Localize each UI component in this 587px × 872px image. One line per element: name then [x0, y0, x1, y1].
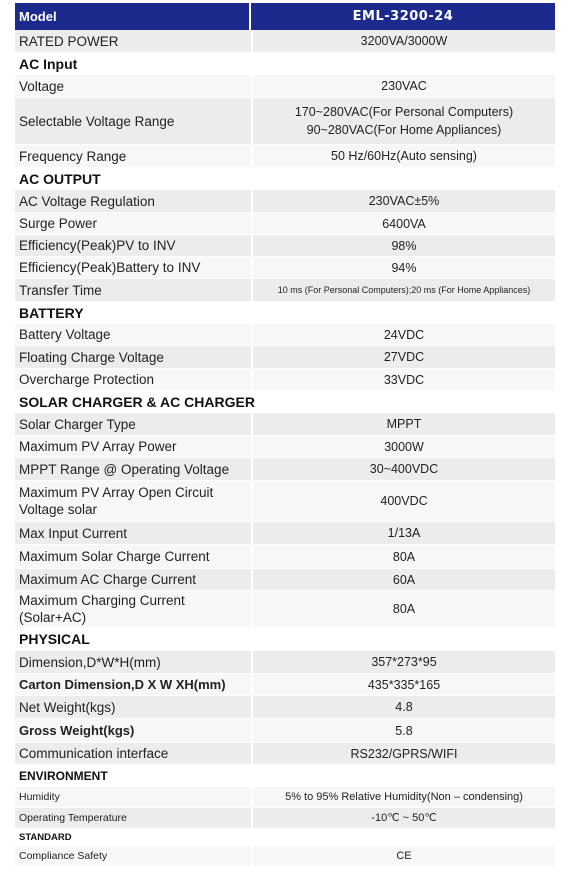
spec-value: RS232/GPRS/WIFI: [350, 746, 458, 761]
spec-value: -10℃ ~ 50℃: [371, 812, 437, 824]
spec-label-cell: [15, 75, 251, 97]
header-model-value: EML-3200-24: [352, 9, 454, 24]
spec-label-cell: [15, 719, 251, 742]
spec-value: 3200VA/3000W: [360, 34, 448, 48]
spec-label-cell: [15, 190, 251, 212]
spec-value-cell: [253, 98, 555, 144]
spec-row-voltage: [15, 75, 555, 97]
spec-label-cell: [15, 98, 251, 144]
spec-label-cell: [15, 257, 251, 278]
spec-label-cell: [15, 213, 251, 234]
section-header-environment: [15, 765, 555, 786]
spec-value-cell: [253, 279, 555, 301]
section-header-physical: [15, 628, 555, 650]
spec-label: Dimension,D*W*H(mm): [19, 654, 161, 670]
spec-label-cell: [15, 458, 251, 480]
spec-label-cell: [15, 522, 251, 544]
spec-label: Compliance Safety: [19, 849, 108, 862]
spec-label: RATED POWER: [19, 33, 119, 49]
spec-label-cell: [15, 545, 251, 568]
spec-row-maximum-pv-array-open-circuit-voltage-solar: [15, 481, 555, 521]
spec-row-overcharge-protection: [15, 369, 555, 390]
spec-row-maximum-pv-array-power: [15, 436, 555, 457]
spec-value: 60A: [392, 572, 416, 587]
spec-value: 30~400VDC: [369, 462, 439, 476]
spec-value: CE: [396, 850, 412, 862]
spec-value: 5% to 95% Relative Humidity(Non – condensing): [285, 791, 523, 803]
spec-value: 27VDC: [383, 350, 425, 364]
section-title: ENVIRONMENT: [19, 768, 108, 783]
spec-value-cell: [253, 30, 555, 52]
section-header-battery: [15, 302, 555, 323]
spec-label-cell: [15, 145, 251, 167]
spec-value: 98%: [391, 238, 417, 253]
section-title: STANDARD: [19, 831, 72, 843]
spec-label: Overcharge Protection: [19, 372, 155, 387]
spec-value-cell: [253, 743, 555, 764]
spec-label: Carton Dimension,D X W XH(mm): [19, 677, 226, 692]
spec-value: 230VAC±5%: [368, 194, 440, 208]
spec-value-cell: [253, 846, 555, 866]
header-label: Model: [15, 3, 251, 30]
spec-label-cell: [15, 743, 251, 764]
spec-value-cell: [253, 522, 555, 544]
spec-row-communication-interface: [15, 743, 555, 764]
spec-value-cell: [253, 591, 555, 627]
spec-label: Efficiency(Peak)PV to INV: [19, 238, 176, 253]
spec-value-cell: [253, 324, 555, 345]
spec-label: Maximum Charging Current (Solar+AC): [19, 593, 185, 625]
spec-value-cell: [253, 413, 555, 435]
spec-label: Efficiency(Peak)Battery to INV: [19, 260, 201, 275]
spec-label-cell: [15, 279, 251, 301]
spec-label: Voltage: [19, 78, 65, 94]
spec-label-cell: [15, 235, 251, 256]
spec-row-surge-power: [15, 213, 555, 234]
spec-label-cell: [15, 651, 251, 673]
section-header-ac-input: [15, 53, 555, 74]
spec-value-cell: [253, 545, 555, 568]
spec-value-cell: [253, 190, 555, 212]
spec-value-cell: [253, 481, 555, 521]
spec-row-dimension-d-w-h-mm: [15, 651, 555, 673]
section-header-ac-output: [15, 168, 555, 189]
spec-label-cell: [15, 808, 251, 828]
spec-label-cell: [15, 674, 251, 695]
table-header: [15, 3, 555, 30]
spec-value-cell: [253, 213, 555, 234]
spec-value-cell: [253, 145, 555, 167]
spec-label: Surge Power: [19, 216, 98, 231]
spec-row-carton-dimension-d-x-w-xh-mm: [15, 674, 555, 695]
spec-row-rated-power: [15, 30, 555, 52]
spec-value: 5.8: [395, 723, 413, 738]
spec-label: Communication interface: [19, 746, 169, 761]
spec-label: Max Input Current: [19, 525, 128, 541]
spec-label-cell: [15, 846, 251, 866]
spec-label-cell: [15, 696, 251, 718]
spec-label-cell: [15, 346, 251, 368]
spec-label: Operating Temperature: [19, 811, 127, 824]
spec-row-ac-voltage-regulation: [15, 190, 555, 212]
spec-row-compliance-safety: [15, 846, 555, 866]
spec-row-gross-weight-kgs: [15, 719, 555, 742]
spec-label: Maximum AC Charge Current: [19, 572, 197, 587]
spec-value: 94%: [391, 260, 417, 275]
spec-row-efficiency-peak-pv-to-inv: [15, 235, 555, 256]
spec-row-efficiency-peak-battery-to-inv: [15, 257, 555, 278]
spec-label-cell: [15, 413, 251, 435]
spec-value-cell: [253, 696, 555, 718]
spec-label: MPPT Range @ Operating Voltage: [19, 461, 230, 477]
spec-label-cell: [15, 481, 251, 521]
spec-label-cell: [15, 30, 251, 52]
spec-row-maximum-solar-charge-current: [15, 545, 555, 568]
spec-value-cell: [253, 346, 555, 368]
spec-value: 4.8: [395, 700, 413, 714]
spec-label-cell: [15, 324, 251, 345]
section-title: AC OUTPUT: [19, 170, 101, 187]
spec-value-cell: [253, 719, 555, 742]
section-title: SOLAR CHARGER & AC CHARGER: [19, 393, 255, 410]
spec-row-floating-charge-voltage: [15, 346, 555, 368]
spec-value: 400VDC: [380, 494, 428, 508]
spec-row-operating-temperature: [15, 808, 555, 828]
spec-value-cell: [253, 674, 555, 695]
spec-value-cell: [253, 808, 555, 828]
spec-label: Frequency Range: [19, 148, 127, 164]
spec-value: 10 ms (For Personal Computers);20 ms (For Home Appliances): [277, 285, 531, 295]
spec-label-cell: [15, 569, 251, 590]
spec-value: 33VDC: [383, 372, 425, 387]
spec-row-selectable-voltage-range: [15, 98, 555, 144]
spec-value: 80A: [392, 602, 416, 616]
section-header-solar-charger-ac-charger: [15, 391, 555, 412]
spec-value: 170~280VAC(For Personal Computers): [294, 105, 514, 119]
section-title: BATTERY: [19, 304, 84, 321]
spec-label: Maximum PV Array Power: [19, 439, 177, 454]
spec-label: Floating Charge Voltage: [19, 349, 164, 365]
spec-value: 435*335*165: [367, 677, 441, 692]
spec-value-cell: [253, 787, 555, 807]
spec-row-max-input-current: [15, 522, 555, 544]
spec-value-cell: [253, 235, 555, 256]
spec-value-cell: [253, 458, 555, 480]
section-header-standard: [15, 829, 555, 845]
spec-label-cell: [15, 369, 251, 390]
spec-value-cell: [253, 569, 555, 590]
spec-value: 1/13A: [387, 526, 421, 540]
spec-value-cell: [253, 369, 555, 390]
spec-row-mppt-range-operating-voltage: [15, 458, 555, 480]
spec-row-humidity: [15, 787, 555, 807]
spec-row-transfer-time: [15, 279, 555, 301]
spec-row-maximum-ac-charge-current: [15, 569, 555, 590]
spec-label-cell: [15, 787, 251, 807]
spec-row-maximum-charging-current-solar-ac: [15, 591, 555, 627]
spec-label-cell: [15, 591, 251, 627]
section-title: AC Input: [19, 55, 78, 72]
spec-row-battery-voltage: [15, 324, 555, 345]
spec-value-cell: [253, 436, 555, 457]
spec-value: 230VAC: [381, 79, 427, 93]
spec-value: 3000W: [384, 439, 424, 454]
spec-value: 24VDC: [383, 327, 425, 342]
spec-row-solar-charger-type: [15, 413, 555, 435]
spec-label: Maximum PV Array Open Circuit Voltage solar: [19, 485, 214, 517]
spec-value: 357*273*95: [371, 655, 437, 669]
spec-label: Solar Charger Type: [19, 416, 136, 432]
spec-row-frequency-range: [15, 145, 555, 167]
spec-label: Transfer Time: [19, 282, 102, 298]
spec-value-cell: [253, 75, 555, 97]
spec-label: Maximum Solar Charge Current: [19, 549, 210, 564]
spec-value: 50 Hz/60Hz(Auto sensing): [331, 149, 477, 163]
spec-row-net-weight-kgs: [15, 696, 555, 718]
spec-label: Net Weight(kgs): [19, 699, 116, 715]
spec-label: Battery Voltage: [19, 327, 111, 342]
spec-value: 80A: [392, 549, 416, 564]
spec-label-cell: [15, 436, 251, 457]
spec-value: MPPT: [386, 417, 422, 431]
spec-value: 6400VA: [382, 216, 426, 231]
spec-value: 90~280VAC(For Home Appliances): [306, 123, 502, 137]
spec-label: AC Voltage Regulation: [19, 193, 155, 209]
spec-label: Humidity: [19, 790, 60, 803]
section-title: PHYSICAL: [19, 631, 90, 647]
spec-label: Selectable Voltage Range: [19, 113, 175, 129]
spec-value-cell: [253, 651, 555, 673]
spec-label: Gross Weight(kgs): [19, 723, 135, 738]
spec-value-cell: [253, 257, 555, 278]
